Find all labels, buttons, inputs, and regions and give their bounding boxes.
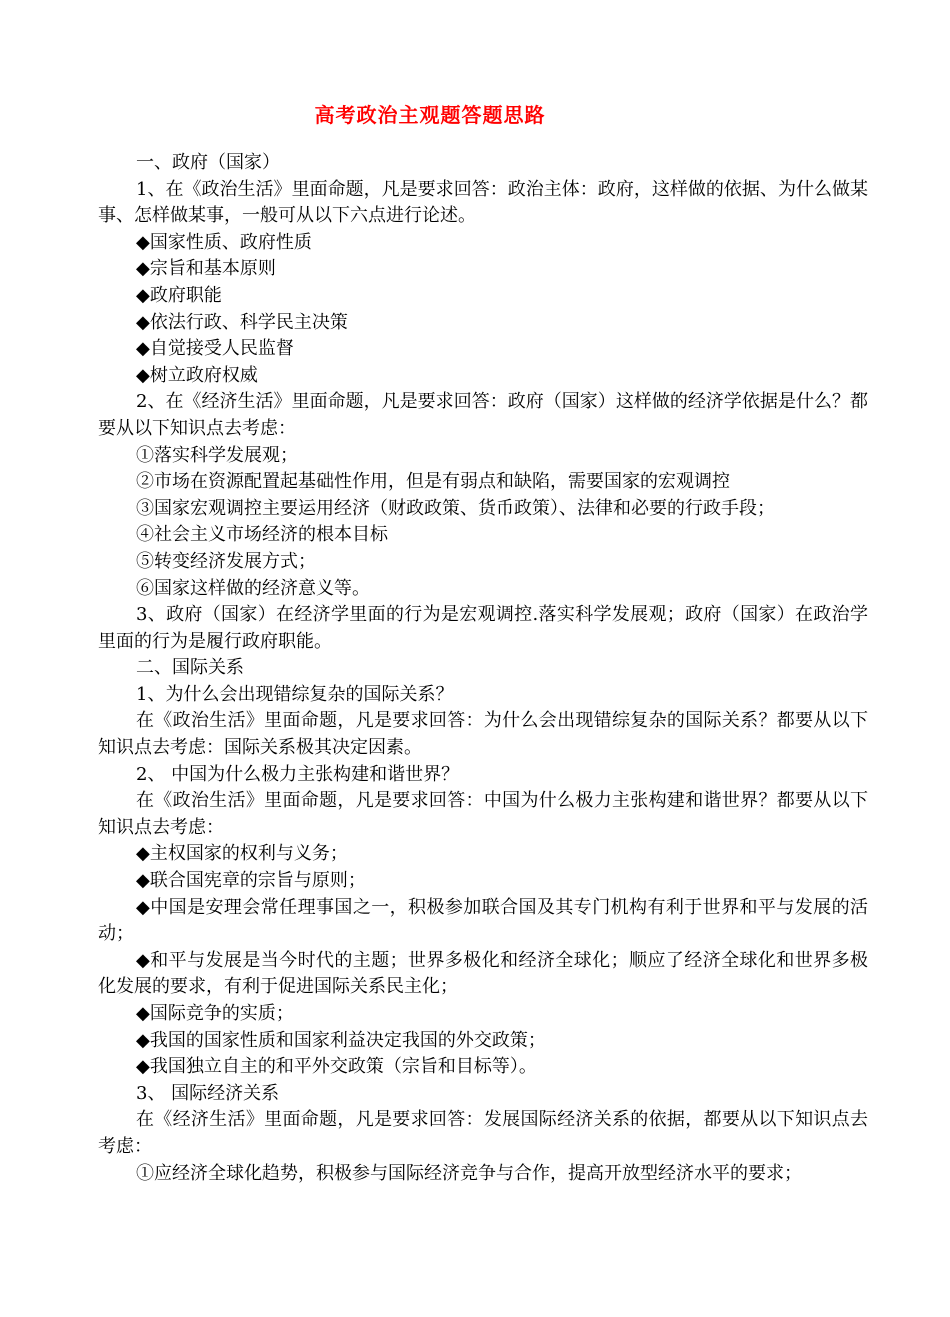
section-heading-government: 一、政府（国家） (136, 152, 280, 173)
bullet-item: ◆国家性质、政府性质 (136, 231, 312, 253)
bullet-item: ◆依法行政、科学民主决策 (136, 311, 348, 333)
paragraph: 在《政治生活》里面命题，凡是要求回答：为什么会出现错综复杂的国际关系？都要从以下知识点去考虑：国际关系极其决定因素。 (98, 710, 868, 759)
bullet-item: ◆自觉接受人民监督 (136, 338, 294, 360)
bullet-item: ◆宗旨和基本原则 (136, 258, 276, 280)
paragraph: 3、政府（国家）在经济学里面的行为是宏观调控.落实科学发展观；政府（国家）在政治学里面的行为是履行政府职能。 (98, 604, 868, 652)
bullet-item: ◆和平与发展是当今时代的主题；世界多极化和经济全球化；顺应了经济全球化和世界多极化发展的要求，有利于促进国际关系民主化； (98, 949, 868, 998)
bullet-item: ◆我国独立自主的和平外交政策（宗旨和目标等）。 (136, 1056, 537, 1078)
bullet-item: ◆树立政府权威 (136, 364, 258, 386)
section-heading-international-relations: 二、国际关系 (136, 657, 244, 679)
document-title: 高考政治主观题答题思路 (314, 103, 546, 127)
paragraph: 在《经济生活》里面命题，凡是要求回答：发展国际经济关系的依据，都要从以下知识点去考虑： (98, 1109, 868, 1157)
bullet-item: ◆中国是安理会常任理事国之一，积极参加联合国及其专门机构有利于世界和平与发展的活动； (98, 896, 868, 945)
subheading: 1、为什么会出现错综复杂的国际关系？ (136, 683, 454, 705)
numbered-item: ①应经济全球化趋势，积极参与国际经济竞争与合作，提高开放型经济水平的要求； (136, 1162, 802, 1184)
bullet-item: ◆政府职能 (136, 284, 222, 306)
paragraph: 2、在《经济生活》里面命题，凡是要求回答：政府（国家）这样做的经济学依据是什么？都要从以下知识点去考虑： (98, 391, 868, 439)
numbered-item: ①落实科学发展观； (136, 444, 298, 466)
subheading: 3、 国际经济关系 (136, 1082, 280, 1104)
numbered-item: ⑤转变经济发展方式； (136, 550, 316, 572)
paragraph: 在《政治生活》里面命题，凡是要求回答：中国为什么极力主张构建和谐世界？都要从以下知识点去考虑： (98, 790, 868, 838)
document-body (98, 150, 868, 1187)
numbered-item: ②市场在资源配置起基础性作用，但是有弱点和缺陷，需要国家的宏观调控 (136, 471, 730, 493)
bullet-item: ◆联合国宪章的宗旨与原则； (136, 870, 366, 892)
bullet-item: ◆主权国家的权利与义务； (136, 843, 348, 865)
numbered-item: ⑥国家这样做的经济意义等。 (136, 577, 370, 599)
bullet-item: ◆我国的国家性质和国家利益决定我国的外交政策； (136, 1029, 546, 1051)
numbered-item: ③国家宏观调控主要运用经济（财政政策、货币政策）、法律和必要的行政手段； (136, 497, 775, 519)
bullet-item: ◆国际竞争的实质； (136, 1003, 294, 1024)
subheading: 2、 中国为什么极力主张构建和谐世界？ (136, 763, 460, 785)
paragraph: 1、在《政治生活》里面命题，凡是要求回答：政治主体：政府，这样做的依据、为什么做某事、怎样做某事，一般可从以下六点进行论述。 (98, 178, 868, 227)
numbered-item: ④社会主义市场经济的根本目标 (136, 524, 388, 546)
